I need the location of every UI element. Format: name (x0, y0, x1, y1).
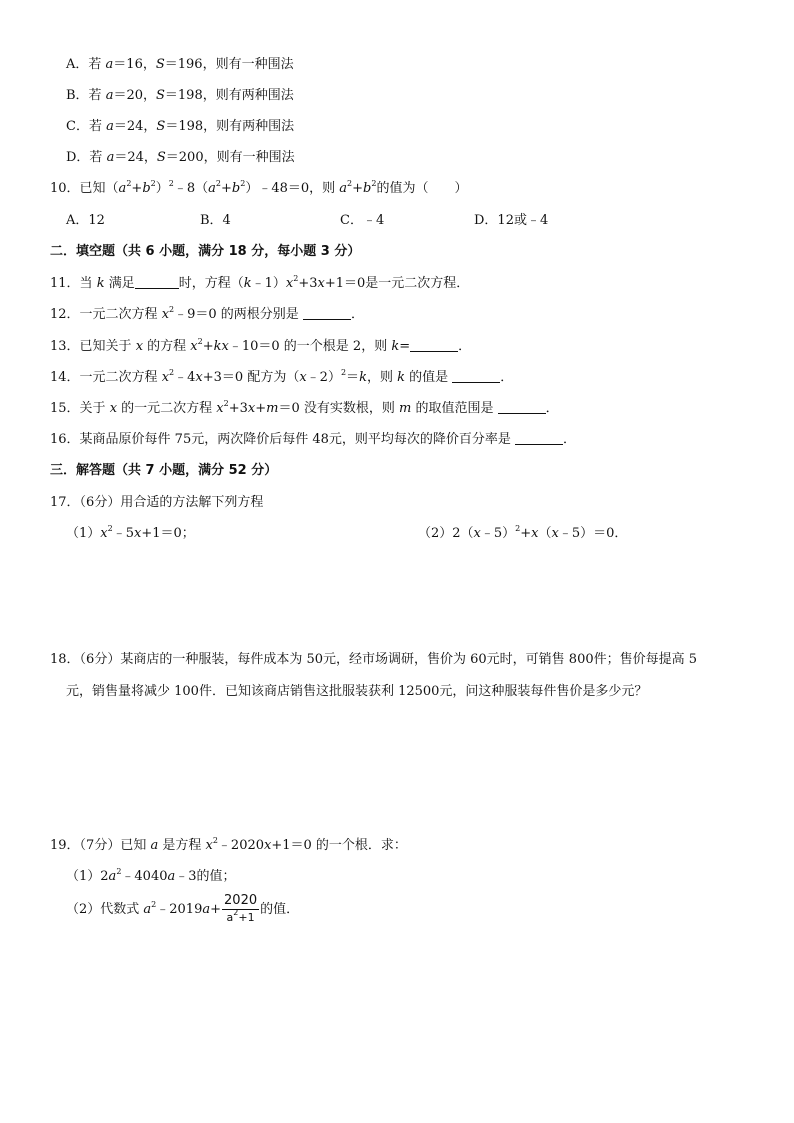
q19-part2: （2）代数式 $a^2﹣2019a+$ $\frac{2020}{a^2+1}$ 的值． (66, 893, 300, 924)
q18-line2: 元，销售量将减少 100件．已知该商店销售这批服装获利 12500元，问这种服装每件售价是多少元？ (66, 684, 648, 699)
q15: 15．关于 x 的一元二次方程 $x^2+3x+m=0$ 没有实数根，则 m 的取值范围是 ． (50, 399, 559, 416)
q9-option-d: D．若 a＝24，S＝200，则有一种围法 (66, 150, 295, 165)
q14: 14．一元二次方程 $x^2﹣4x+3=0$ 配方为（x﹣2）$^2$＝k，则 k 的值是 ． (50, 368, 514, 385)
q18-line1: 18．（6分）某商店的一种服装，每件成本为 50元，经市场调研，售价为 60元时，可销售 800件；售价每提高 5 (50, 652, 698, 667)
q17-stem: 17．（6分）用合适的方法解下列方程 (50, 495, 264, 510)
q10-option-b: B．4 (200, 213, 231, 228)
q19-fraction (222, 893, 259, 926)
q10-option-a: A．12 (66, 213, 105, 228)
fraction-denominator: $a^2+1$ (226, 908, 255, 924)
q10-option-d: D．12或﹣4 (474, 213, 549, 228)
q19-stem: 19．（7分）已知 a 是方程 $x^2﹣2020x+1=0$ 的一个根．求： (50, 836, 407, 853)
section-answer-heading: 三．解答题（共 7 小题，满分 52 分） (50, 463, 278, 478)
q9-option-c: C．若 a＝24，S＝198，则有两种围法 (66, 119, 295, 134)
q13: 13．已知关于 x 的方程 $x^2+kx﹣10=0$ 的一个根是 2，则 k= ． (50, 337, 472, 354)
fraction-numerator: 2020 (224, 893, 258, 908)
q11: 11．当 k 满足 时，方程$(k﹣1)x^2+3x+1=0$是一元二次方程． (50, 274, 470, 291)
q12: 12．一元二次方程 $x^2﹣9=0$ 的两根分别是 ． (50, 305, 364, 322)
q9-option-b: B．若 a＝20，S＝198，则有两种围法 (66, 88, 294, 103)
q16: 16．某商品原价每件 75元，两次降价后每件 48元，则平均每次的降价百分率是 ． (50, 432, 577, 447)
q9-option-a: A．若 a＝16，S＝196，则有一种围法 (66, 57, 294, 72)
q19-part1: $(1)2a^2﹣4040a﹣3$的值； (66, 867, 236, 884)
q10-option-c: C．﹣4 (340, 213, 385, 228)
q17-part2: （2）2（x﹣5）$^2$+x（x﹣5）＝0． (418, 524, 628, 541)
q10-stem: 10．已知$(a^2+b^2)^2﹣8(a^2+b^2)﹣48=0$，则 $a^2+b^2$的值为（ ） (50, 179, 468, 196)
q17-part1: $(1)x^2﹣5x+1=0$； (66, 524, 195, 541)
section-fill-in-heading: 二．填空题（共 6 小题，满分 18 分，每小题 3 分） (50, 244, 361, 259)
